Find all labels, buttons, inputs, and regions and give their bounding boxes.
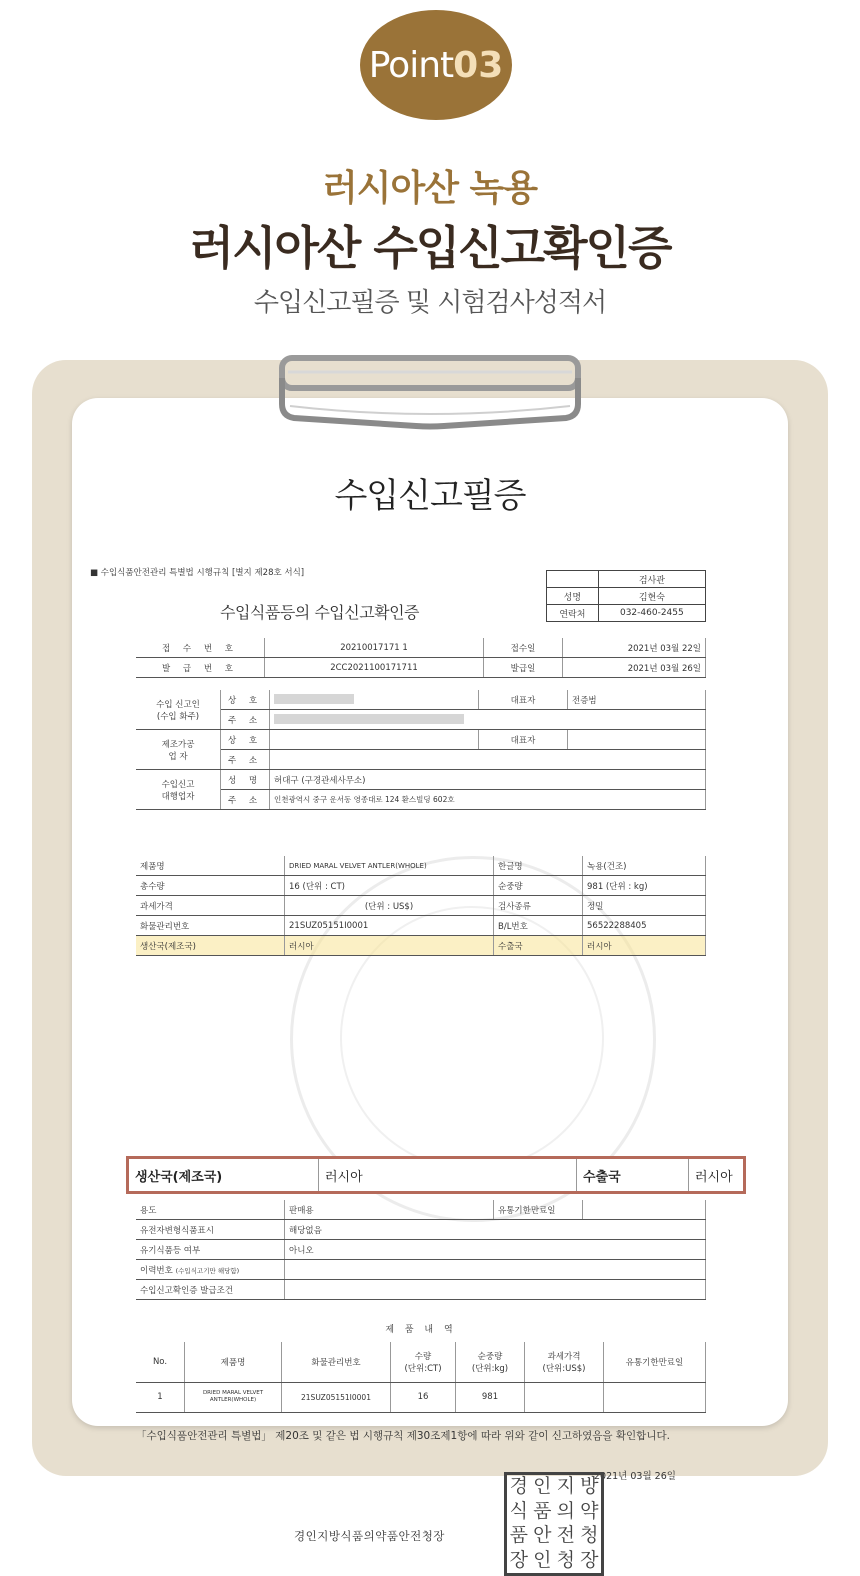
inspector-contact-label: 연락처 — [547, 605, 599, 622]
issue-date-label: 발급일 — [484, 658, 563, 678]
badge-number: 03 — [453, 44, 504, 86]
issue-no-label: 발 급 번 호 — [136, 658, 265, 678]
statement-date: 2021년 03월 26일 — [594, 1471, 676, 1482]
point-badge — [360, 10, 512, 120]
importer-label: 수입 신고인 (수입 화주) — [136, 690, 221, 730]
seal-char: 방 — [580, 1475, 599, 1497]
seal-char: 약 — [580, 1499, 599, 1522]
inspection-type-label: 검사종류 — [494, 896, 583, 916]
items-col-cargo: 화물관리번호 — [282, 1342, 391, 1382]
address-label: 주 소 — [221, 750, 270, 770]
badge-point-text: Point — [368, 44, 454, 86]
taxable-label: 과세가격 — [136, 896, 285, 916]
item-weight: 981 — [456, 1382, 525, 1412]
certificate-scan — [90, 566, 733, 1571]
product-name-label: 제품명 — [136, 856, 285, 876]
agent-address: 인천광역시 중구 운서동 영종대로 124 환스빌딩 602호 — [270, 790, 706, 810]
gmo-label: 유전자변형식품표시 — [136, 1220, 285, 1240]
seal-char: 식 — [509, 1499, 528, 1522]
issuing-authority: 경인지방식품의약품안전청장 — [294, 1529, 445, 1543]
inspection-type: 정밀 — [583, 896, 706, 916]
binder-clip-icon — [276, 352, 584, 432]
seal-char: 경 — [509, 1475, 528, 1497]
inspector-header: 검사관 — [598, 571, 705, 588]
highlight-origin-label: 생산국(제조국) — [129, 1159, 319, 1191]
agent-name: 허대구 (구경관세사무소) — [270, 770, 706, 790]
official-seal — [504, 1472, 604, 1576]
item-qty: 16 — [391, 1382, 456, 1412]
agent-label: 수입신고 대행업자 — [136, 770, 221, 810]
seal-char: 장 — [580, 1548, 599, 1571]
condition-label: 수입신고확인증 발급조건 — [136, 1280, 285, 1300]
items-col-qty: 수량 (단위:CT) — [391, 1342, 456, 1382]
items-col-no: No. — [136, 1342, 185, 1382]
seal-char: 청 — [556, 1548, 575, 1571]
highlight-origin: 러시아 — [319, 1159, 577, 1191]
seal-char: 품 — [509, 1524, 528, 1546]
seal-char: 품 — [533, 1499, 552, 1522]
trade-name-label: 상 호 — [221, 730, 270, 750]
redacted-block — [274, 714, 464, 724]
confirmation-statement: 「수입식품안전관리 특별법」 제20조 및 같은 법 시행규칙 제30조제1항에 따라 위와 같이 신고하였음을 확인합니다. — [136, 1430, 670, 1442]
trade-name-label: 상 호 — [221, 690, 270, 710]
seal-char: 인 — [533, 1548, 552, 1571]
inspector-name: 김현숙 — [598, 588, 705, 605]
receipt-no: 20210017171 1 — [265, 638, 484, 658]
address-label: 주 소 — [221, 710, 270, 730]
seal-char: 안 — [533, 1524, 552, 1546]
product-table — [136, 856, 706, 956]
expiry-label: 유통기한만료일 — [494, 1200, 583, 1220]
items-col-name: 제품명 — [185, 1342, 282, 1382]
taxable: (단위 : US$) — [285, 896, 494, 916]
origin-label: 생산국(제조국) — [136, 936, 285, 956]
item-taxable — [525, 1382, 604, 1412]
highlight-export-label: 수출국 — [577, 1159, 689, 1191]
net-weight: 981 (단위 : kg) — [583, 876, 706, 896]
items-table — [136, 1342, 706, 1413]
form-reference: ■ 수입식품안전관리 특별법 시행규칙 [별지 제28호 서식] — [90, 568, 305, 578]
korean-name: 녹용(건조) — [583, 856, 706, 876]
importer-trade-name — [270, 690, 479, 710]
items-header: 제 품 내 역 — [385, 1325, 457, 1335]
item-cargo: 21SUZ05151I0001 — [282, 1382, 391, 1412]
usage-table — [136, 1200, 706, 1300]
seal-char: 전 — [556, 1524, 575, 1546]
certificate-paper — [72, 398, 788, 1571]
inspector-box — [546, 570, 706, 622]
trace-label-text: 이력번호 — [140, 1265, 173, 1276]
cargo-no: 21SUZ05151I0001 — [285, 916, 494, 936]
parties-table — [136, 690, 706, 810]
certificate-title: 수입식품등의 수입신고확인증 — [220, 603, 420, 622]
seal-char: 청 — [580, 1524, 599, 1546]
use: 판매용 — [285, 1200, 494, 1220]
issue-no: 2CC2021100171711 — [265, 658, 484, 678]
receipt-date: 2021년 03월 22일 — [563, 638, 706, 658]
item-name: DRIED MARAL VELVET ANTLER(WHOLE) — [185, 1382, 282, 1412]
seal-char: 지 — [556, 1475, 575, 1497]
item-no: 1 — [136, 1382, 185, 1412]
items-col-taxable: 과세가격 (단위:US$) — [525, 1342, 604, 1382]
bl-no-label: B/L번호 — [494, 916, 583, 936]
highlight-export: 러시아 — [695, 1169, 733, 1185]
korean-name-label: 한글명 — [494, 856, 583, 876]
section-subtitle: 러시아산 녹용 — [322, 168, 538, 209]
seal-char: 인 — [533, 1475, 552, 1497]
net-weight-label: 순중량 — [494, 876, 583, 896]
items-col-expiry: 유통기한만료일 — [604, 1342, 706, 1382]
address-label: 주 소 — [221, 790, 270, 810]
receipt-table — [136, 638, 706, 678]
trace-note: (수입식고기만 해당함) — [175, 1266, 240, 1275]
origin: 러시아 — [285, 936, 494, 956]
export-label: 수출국 — [494, 936, 583, 956]
organic-label: 유기식품등 여부 — [136, 1240, 285, 1260]
gmo: 해당없음 — [285, 1220, 706, 1240]
representative: 전증범 — [568, 690, 706, 710]
receipt-date-label: 접수일 — [484, 638, 563, 658]
cargo-no-label: 화물관리번호 — [136, 916, 285, 936]
bl-no: 56522288405 — [583, 916, 706, 936]
receipt-no-label: 접 수 번 호 — [136, 638, 265, 658]
redacted-block — [274, 694, 354, 704]
origin-highlight-box — [126, 1156, 746, 1194]
use-label: 용도 — [136, 1200, 285, 1220]
manufacturer-label: 제조가공 업 자 — [136, 730, 221, 770]
trace-label — [136, 1260, 285, 1280]
inspector-name-label: 성명 — [547, 588, 599, 605]
issue-date: 2021년 03월 26일 — [563, 658, 706, 678]
inspector-contact: 032-460-2455 — [598, 605, 705, 622]
section-title: 러시아산 수입신고확인증 — [189, 221, 671, 275]
organic: 아니오 — [285, 1240, 706, 1260]
representative-label: 대표자 — [479, 690, 568, 710]
seal-char: 의 — [556, 1499, 575, 1522]
quantity-label: 총수량 — [136, 876, 285, 896]
section-caption: 수입신고필증 및 시험검사성적서 — [253, 288, 607, 318]
document-heading: 수입신고필증 — [334, 476, 526, 516]
representative-label: 대표자 — [479, 730, 568, 750]
name-label: 성 명 — [221, 770, 270, 790]
quantity: 16 (단위 : CT) — [285, 876, 494, 896]
seal-char: 장 — [509, 1548, 528, 1571]
items-col-weight: 순중량 (단위:kg) — [456, 1342, 525, 1382]
item-expiry — [604, 1382, 706, 1412]
importer-address — [270, 710, 706, 730]
product-name: DRIED MARAL VELVET ANTLER(WHOLE) — [285, 856, 494, 876]
export: 러시아 — [583, 936, 706, 956]
